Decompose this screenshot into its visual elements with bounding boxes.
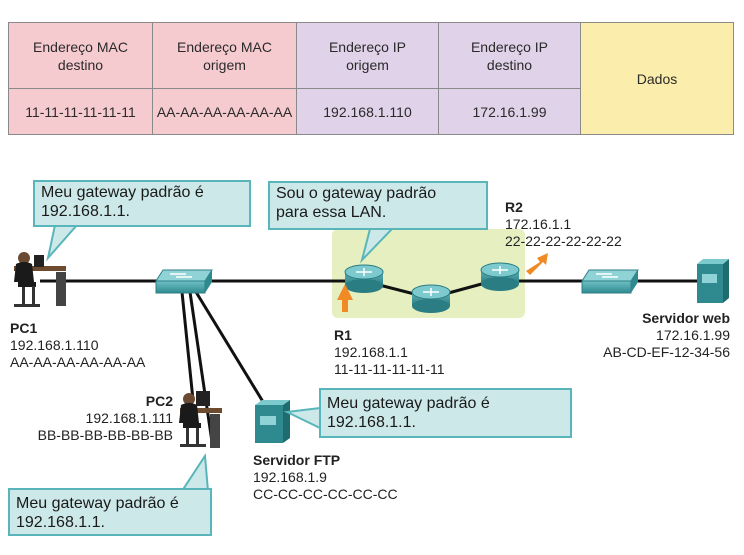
ftp-server-label xyxy=(253,452,398,503)
callout-pointer xyxy=(182,456,208,491)
device-mac: BB-BB-BB-BB-BB-BB xyxy=(37,427,173,443)
device-ip: 192.168.1.9 xyxy=(253,469,327,485)
device-name: PC2 xyxy=(145,393,173,409)
header-ip-src: Endereço IP origem xyxy=(297,23,439,89)
callout-line: 192.168.1.1. xyxy=(327,414,416,431)
device-name: R2 xyxy=(505,199,523,215)
router-icon xyxy=(345,265,383,293)
callout-pointer xyxy=(48,225,77,258)
device-ip: 192.168.1.1 xyxy=(334,344,408,360)
device-ip: 172.16.1.1 xyxy=(505,216,572,232)
header-mac-dest: Endereço MAC destino xyxy=(9,23,153,89)
device-ip: 192.168.1.110 xyxy=(10,337,99,353)
switch-icon xyxy=(582,270,638,293)
callout-line: 192.168.1.1. xyxy=(16,514,105,531)
device-ip: 192.168.1.111 xyxy=(85,410,173,426)
callout-line: 192.168.1.1. xyxy=(41,203,130,220)
device-name: PC1 xyxy=(10,320,38,336)
callout-line: para essa LAN. xyxy=(276,204,387,221)
value-mac-src: AA-AA-AA-AA-AA-AA xyxy=(153,89,297,135)
pc2-label xyxy=(20,393,173,444)
callout-r1-gateway xyxy=(268,181,488,230)
server-icon xyxy=(697,259,729,303)
device-name: Servidor FTP xyxy=(253,452,341,468)
value-ip-src: 192.168.1.110 xyxy=(297,89,439,135)
device-ip: 172.16.1.99 xyxy=(656,327,730,343)
header-mac-src: Endereço MAC origem xyxy=(153,23,297,89)
callout-line: Sou o gateway padrão xyxy=(276,185,437,202)
header-ip-dest: Endereço IP destino xyxy=(439,23,581,89)
router-icon xyxy=(481,263,519,291)
data-cell: Dados xyxy=(581,23,734,135)
switch-icon xyxy=(156,270,212,293)
pc1-label xyxy=(10,320,145,371)
server-icon xyxy=(255,400,290,443)
device-mac: 22-22-22-22-22-22 xyxy=(505,233,622,249)
pc-user-icon xyxy=(179,391,222,448)
callout-ftp-gateway xyxy=(319,388,572,438)
device-name: Servidor web xyxy=(642,310,730,326)
web-server-label xyxy=(560,310,730,361)
callout-pc1-gateway xyxy=(33,180,251,227)
device-mac: 11-11-11-11-11-11 xyxy=(334,361,445,377)
callout-pointer xyxy=(287,408,320,428)
device-mac: AB-CD-EF-12-34-56 xyxy=(603,344,730,360)
callout-pc2-gateway xyxy=(8,488,212,536)
arrow-icon xyxy=(526,253,548,275)
device-mac: AA-AA-AA-AA-AA-AA xyxy=(10,354,146,370)
r1-label xyxy=(334,327,445,378)
value-ip-dest: 172.16.1.99 xyxy=(439,89,581,135)
device-name: R1 xyxy=(334,327,352,343)
device-mac: CC-CC-CC-CC-CC-CC xyxy=(253,486,398,502)
callout-line: Meu gateway padrão é xyxy=(41,184,204,201)
callout-line: Meu gateway padrão é xyxy=(327,395,490,412)
r2-label xyxy=(505,199,622,250)
callout-line: Meu gateway padrão é xyxy=(16,495,179,512)
value-mac-dest: 11-11-11-11-11-11 xyxy=(9,89,153,135)
router-icon xyxy=(412,285,450,313)
